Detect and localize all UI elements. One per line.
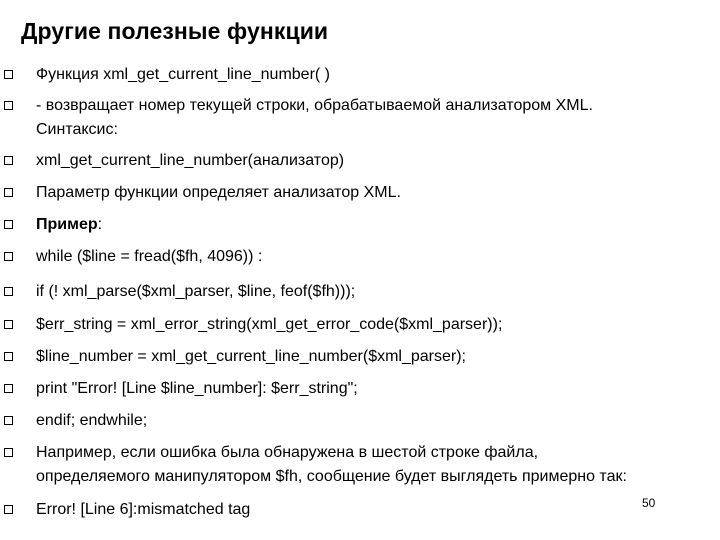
- square-bullet-icon: [4, 101, 13, 110]
- square-bullet-icon: [4, 384, 13, 393]
- bullet-text: [36, 441, 712, 489]
- example-label: Пример: [36, 216, 98, 233]
- bullet-text: xml_get_current_line_number(анализатор): [36, 152, 345, 169]
- square-bullet-icon: [4, 188, 13, 197]
- square-bullet-icon: [4, 505, 13, 514]
- square-bullet-icon: [4, 416, 13, 425]
- bullet-line: Синтаксис:: [36, 121, 118, 138]
- bullet-text: [36, 63, 712, 87]
- example-suffix: :: [97, 216, 103, 233]
- bullet-line: определяемого манипулятором $fh, сообщение будет выглядеть примерно так:: [36, 468, 627, 485]
- bullet-text: print "Error! [Line $line_number]: $err_string";: [36, 380, 358, 397]
- bullet-text: $err_string = xml_error_string(xml_get_error_code($xml_parser));: [36, 316, 503, 333]
- bullet-text: Параметр функции определяет анализатор XML.: [36, 184, 401, 201]
- bullet-text: $line_number = xml_get_current_line_number($xml_parser);: [36, 348, 466, 365]
- bullet-text: [36, 94, 712, 142]
- bullet-text: endif; endwhile;: [36, 412, 148, 429]
- function-name: xml_get_current_line_number( ): [103, 66, 330, 83]
- bullet-text: Error! [Line 6]:mismatched tag: [36, 501, 251, 518]
- square-bullet-icon: [4, 320, 13, 329]
- bullet-text: while ($line = fread($fh, 4096)) :: [36, 248, 263, 265]
- square-bullet-icon: [4, 70, 13, 79]
- bullet-line: Например, если ошибка была обнаружена в шестой строке файла,: [36, 444, 539, 461]
- slide-number: 50: [642, 496, 656, 510]
- square-bullet-icon: [4, 352, 13, 361]
- bullet-line: - возвращает номер текущей строки, обрабатываемой анализатором XML.: [36, 97, 593, 114]
- square-bullet-icon: [4, 220, 13, 229]
- bullet-text: [36, 213, 712, 237]
- square-bullet-icon: [4, 287, 13, 296]
- function-prefix: Функция: [36, 66, 104, 83]
- slide-title: Другие полезные функции: [21, 18, 329, 44]
- square-bullet-icon: [4, 252, 13, 261]
- bullet-text: if (! xml_parse($xml_parser, $line, feof($fh)));: [36, 283, 356, 300]
- square-bullet-icon: [4, 156, 13, 165]
- square-bullet-icon: [4, 448, 13, 457]
